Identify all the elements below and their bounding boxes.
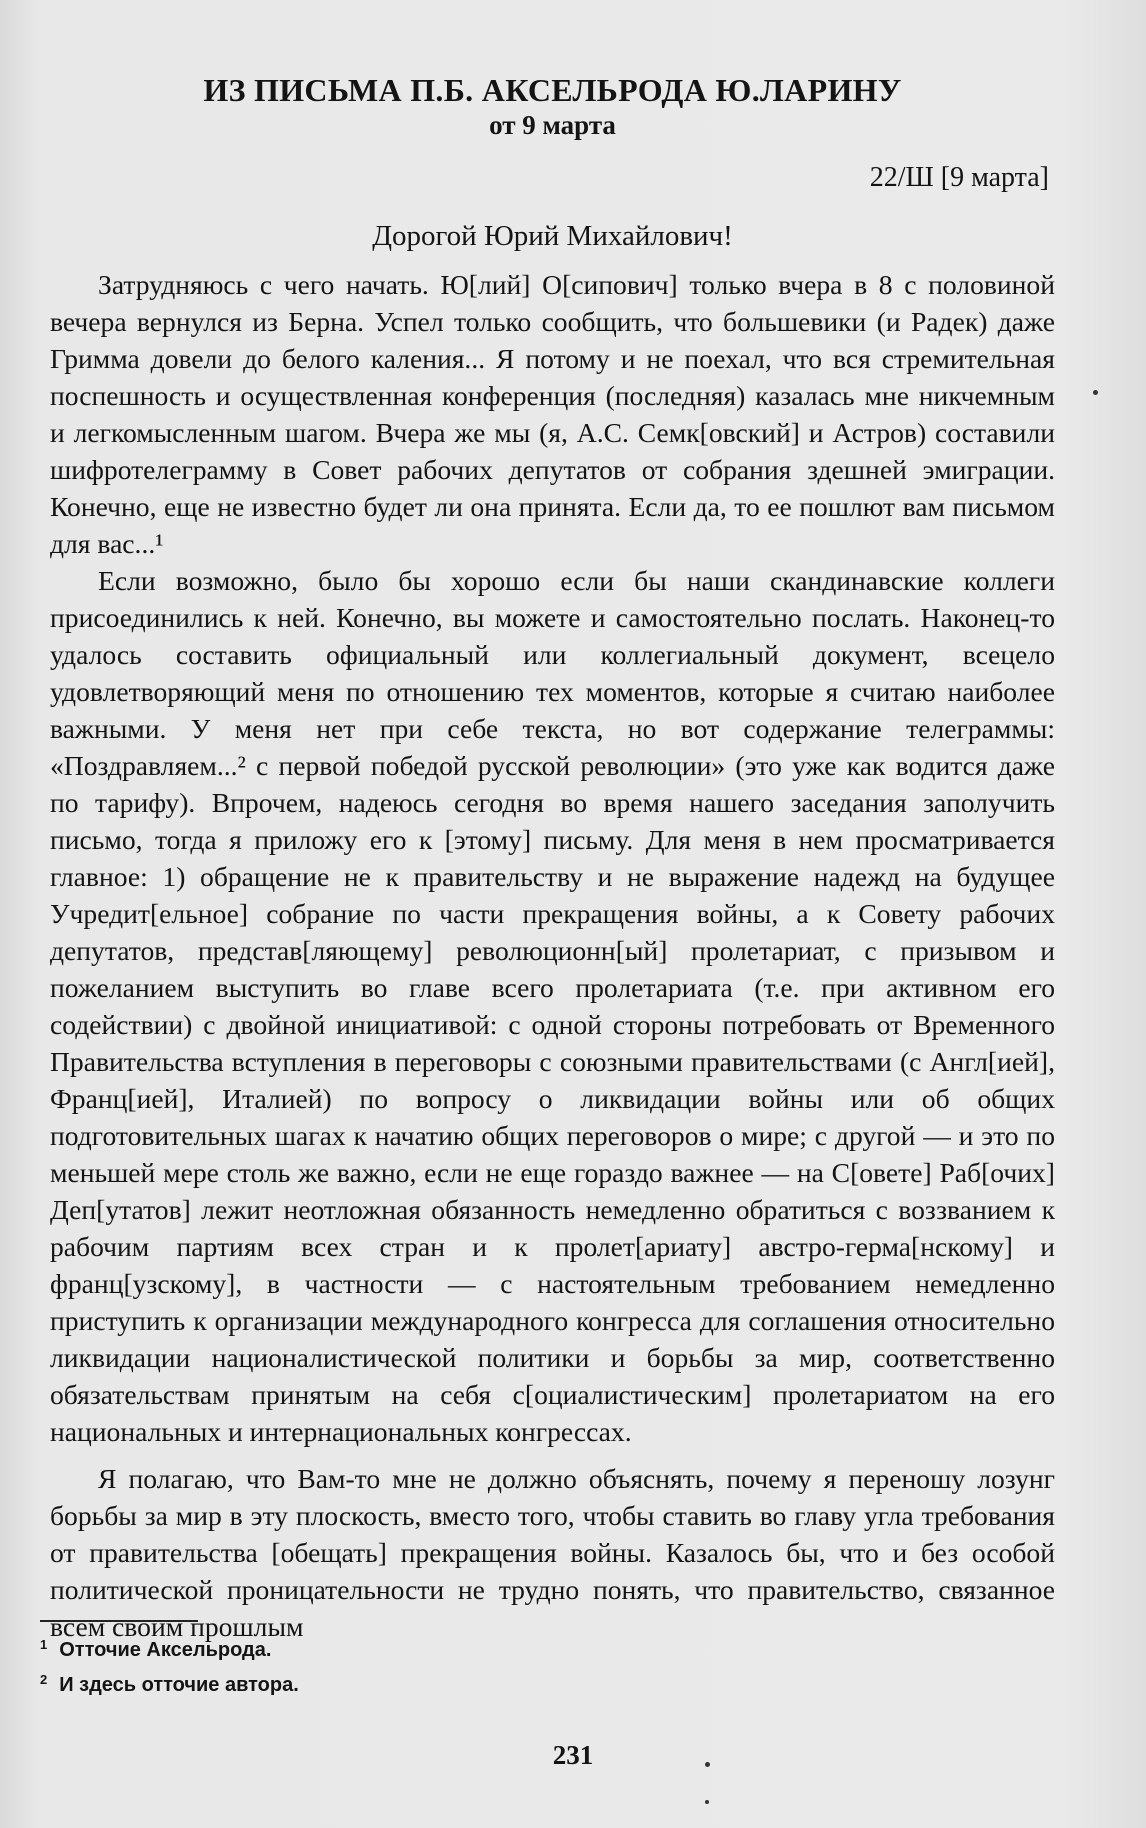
letter-salutation: Дорогой Юрий Михайлович! bbox=[372, 220, 733, 252]
letter-dateline: 22/Ш [9 марта] bbox=[869, 162, 1049, 193]
footnote-text: Отточие Аксельрода. bbox=[59, 1639, 272, 1661]
page-number: 231 bbox=[552, 1740, 594, 1770]
footnote-2 bbox=[40, 1665, 740, 1700]
footnote-mark: 1 bbox=[40, 1637, 48, 1652]
paragraph-2: Если возможно, было бы хорошо если бы наши скандинавские коллеги присоединились к ней. Конечно, вы можете и самостоятельно послать. Наконец-то удалось составить официальный или коллегиальный документ, всецело удовлетворяющий меня по отношению тех моментов, которые я считаю наиболее важными. У меня нет при себе текста, но вот содержание телеграммы: «Поздравляем...² с первой победой русской революции» (это уже как водится даже по тарифу). Впрочем, надеюсь сегодня во время нашего заседания заполучить письмо, тогда я приложу его к [этому] письму. Для меня в нем просматривается главное: 1) обращение не к правительству и не выражение надежд на будущее Учредит[ельное] собрание по части прекращения войны, а к Совету рабочих депутатов, представ[ляющему] революционн[ый] пролетариат, с призывом и пожеланием выступить во главе всего пролетариата (т.е. при активном его содействии) с двойной инициативой: с одной стороны потребовать от Временного Правительства вступления в переговоры с союзными правительствами (с Англ[ией], Франц[ией], Италией) по вопросу о ликвидации войны или об общих подготовительных шагах к начатию общих переговоров о мире; с другой — и это по меньшей мере столь же важно, если не еще гораздо важнее — на С[овете] Раб[очих] Деп[утатов] лежит неотложная обязанность немедленно обратиться с воззванием к рабочим партиям всех стран и к пролет[ариату] австро-герма[нскому] и франц[узскому], в частности — с настоятельным требованием немедленно приступить к организации международного конгресса для соглашения относительно ликвидации националистической политики и борьбы за мир, соответственно обязательствам принятым на себя с[оциалистическим] пролетариатом на его национальных и интернациональных конгрессах. bbox=[50, 565, 1055, 1447]
print-speck bbox=[705, 1762, 710, 1767]
footnote-rule bbox=[40, 1620, 198, 1622]
footnote-text: И здесь отточие автора. bbox=[59, 1674, 299, 1696]
text-column bbox=[50, 72, 1055, 1645]
footnote-1 bbox=[40, 1630, 740, 1665]
paragraph-3: Я полагаю, что Вам-то мне не должно объяснять, почему я переношу лозунг борьбы за мир в эту плоскость, вместо того, чтобы ставить во главу угла требования от правительства [обещать] прекращения войны. Казалось бы, что и без особой политической проницательности не трудно понять, что правительство, связанное всем своим прошлым bbox=[50, 1463, 1055, 1642]
print-speck bbox=[1093, 390, 1098, 395]
letter-date-subtitle: от 9 марта bbox=[489, 110, 616, 140]
letter-title: ИЗ ПИСЬМА П.Б. АКСЕЛЬРОДА Ю.ЛАРИНУ bbox=[203, 72, 902, 108]
footnote-mark: 2 bbox=[40, 1672, 48, 1687]
footnotes bbox=[40, 1620, 740, 1700]
paragraph-1: Затрудняюсь с чего начать. Ю[лий] О[сипович] только вчера в 8 с половиной вечера вернулся из Берна. Успел только сообщить, что большевики (и Радек) даже Гримма довели до белого каления... Я потому и не поехал, что вся стремительная поспешность и осуществленная конференция (последняя) казалась мне никчемным и легкомысленным шагом. Вчера же мы (я, А.С. Семк[овский] и Астров) составили шифротелеграмму в Совет рабочих депутатов от собрания здешней эмиграции. Конечно, еще не известно будет ли она принята. Если да, то ее пошлют вам письмом для вас...¹ bbox=[50, 269, 1055, 559]
print-speck bbox=[705, 1800, 709, 1804]
